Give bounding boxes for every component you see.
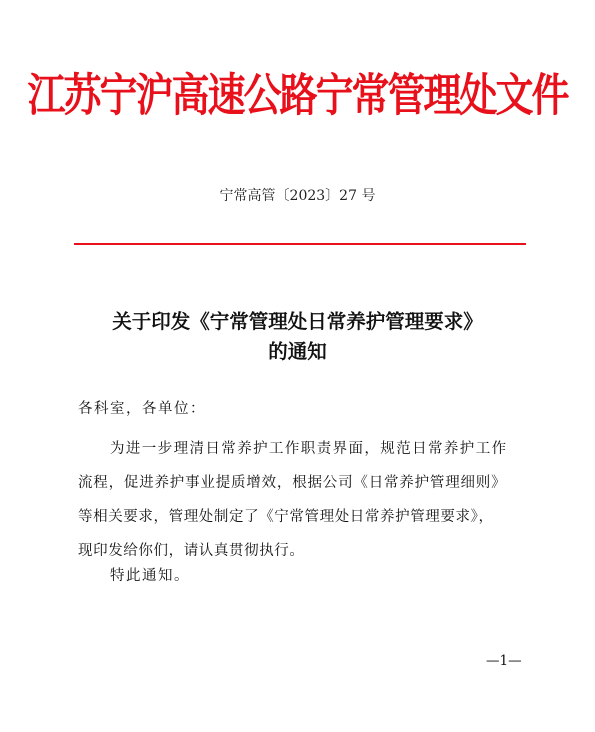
notice-title-line-2: 的通知 bbox=[268, 340, 327, 363]
notice-body bbox=[78, 432, 528, 568]
red-separator-rule bbox=[74, 243, 526, 245]
salutation: 各科室，各单位： bbox=[78, 401, 206, 417]
document-masthead: 江苏宁沪高速公路宁常管理处文件 bbox=[27, 67, 568, 121]
body-line-4: 现印发给你们，请认真贯彻执行。 bbox=[78, 543, 305, 559]
closing-remark: 特此通知。 bbox=[110, 568, 190, 584]
notice-title bbox=[0, 307, 595, 367]
body-line-2: 流程，促进养护事业提质增效，根据公司《日常养护管理细则》 bbox=[78, 475, 507, 491]
document-number: 宁常高管〔2023〕27 号 bbox=[219, 188, 376, 204]
page-number: —1— bbox=[486, 653, 522, 669]
body-line-1: 为进一步理清日常养护工作职责界面，规范日常养护工作 bbox=[110, 441, 508, 457]
notice-title-line-1: 关于印发《宁常管理处日常养护管理要求》 bbox=[112, 310, 483, 333]
body-line-3: 等相关要求，管理处制定了《宁常管理处日常养护管理要求》， bbox=[78, 509, 494, 525]
